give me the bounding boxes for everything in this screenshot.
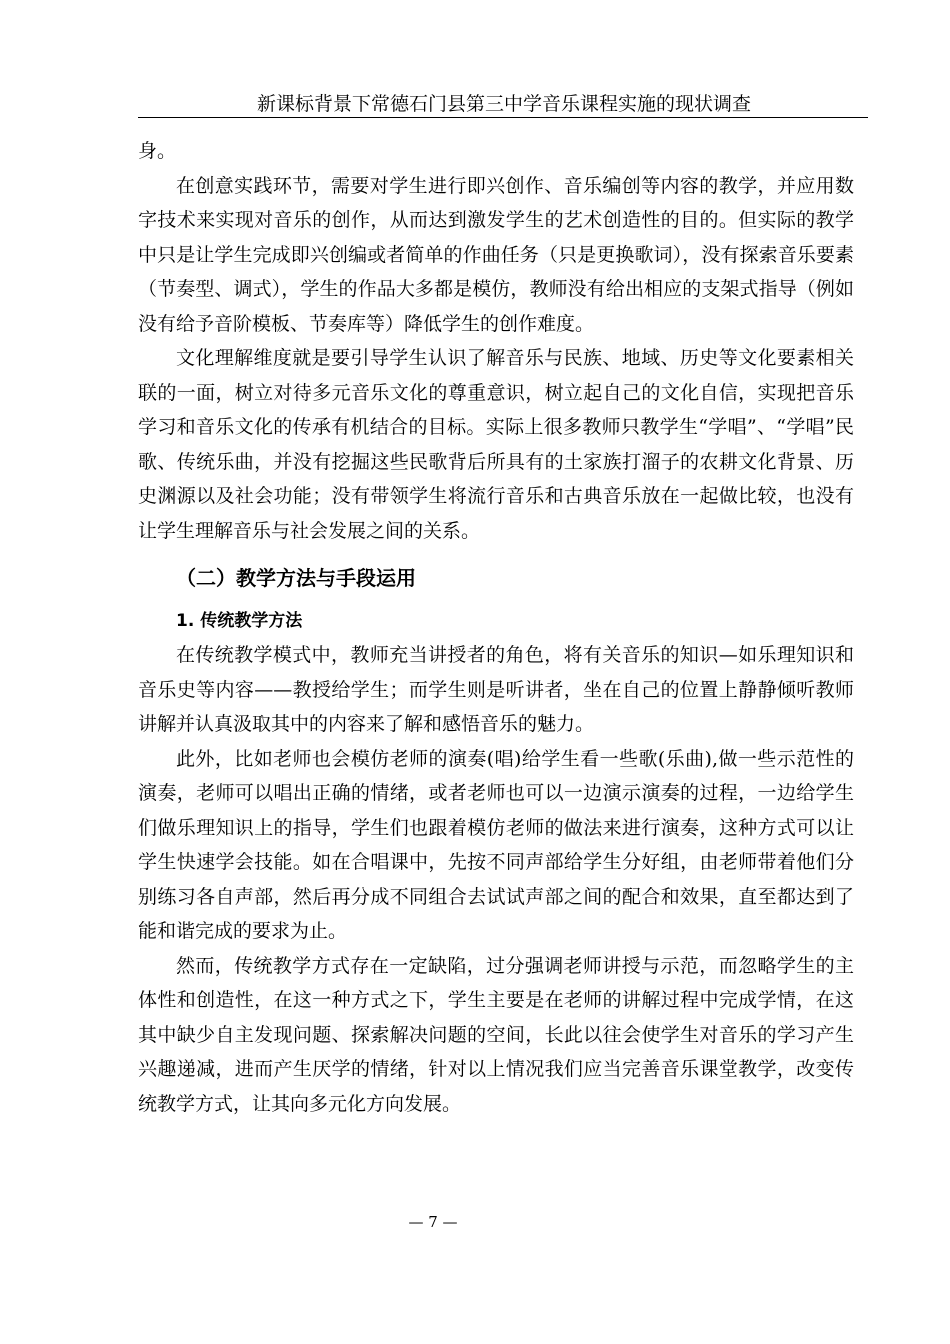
paragraph-cultural-understanding: 文化理解维度就是要引导学生认识了解音乐与民族、地域、历史等文化要素相关联的一面，树立对待多元音乐文化的尊重意识，树立起自己的文化自信，实现把音乐学习和音乐文化的传承有机结合的目标。实际上很多教师只教学生“学唱”、“学唱”民歌、传统乐曲，并没有挖掘这些民歌背后所具有的土家族打溜子的农耕文化背景、历史渊源以及社会功能；没有带领学生将流行音乐和古典音乐放在一起做比较，也没有让学生理解音乐与社会发展之间的关系。 <box>138 347 854 542</box>
sub-heading: 1. 传统教学方法 <box>176 611 303 631</box>
paragraph-continuation: 身。 <box>138 140 177 162</box>
header-rule <box>138 117 868 118</box>
page-body <box>138 134 854 1121</box>
paragraph-creative-practice: 在创意实践环节，需要对学生进行即兴创作、音乐编创等内容的教学，并应用数字技术来实现对音乐的创作，从而达到激发学生的艺术创造性的目的。但实际的教学中只是让学生完成即兴创编或者简单的作曲任务（只是更换歌词），没有探索音乐要素（节奏型、调式），学生的作品大多都是模仿，教师没有给出相应的支架式指导（例如没有给予音阶模板、节奏库等）降低学生的创作难度。 <box>138 174 854 335</box>
paragraph-demonstration: 此外，比如老师也会模仿老师的演奏(唱)给学生看一些歌(乐曲),做一些示范性的演奏，老师可以唱出正确的情绪，或者老师也可以一边演示演奏的过程，一边给学生们做乐理知识上的指导，学生们也跟着模仿老师的做法来进行演奏，这种方式可以让学生快速学会技能。如在合唱课中，先按不同声部给学生分好组，由老师带着他们分别练习各自声部，然后再分成不同组合去试试声部之间的配合和效果，直至都达到了能和谐完成的要求为止。 <box>138 747 854 942</box>
running-header: 新课标背景下常德石门县第三中学音乐课程实施的现状调查 <box>256 93 751 115</box>
paragraph-traditional-mode: 在传统教学模式中，教师充当讲授者的角色，将有关音乐的知识—如乐理知识和音乐史等内容——教授给学生；而学生则是听讲者，坐在自己的位置上静静倾听教师讲解并认真汲取其中的内容来了解和感悟音乐的魅力。 <box>138 644 854 735</box>
paragraph-drawbacks: 然而，传统教学方式存在一定缺陷，过分强调老师讲授与示范，而忽略学生的主体性和创造性，在这一种方式之下，学生主要是在老师的讲解过程中完成学情，在这其中缺少自主发现问题、探索解决问题的空间，长此以往会使学生对音乐的学习产生兴趣递减，进而产生厌学的情绪，针对以上情况我们应当完善音乐课堂教学，改变传统教学方式，让其向多元化方向发展。 <box>138 954 854 1115</box>
page-number: — 7 — <box>408 1213 458 1231</box>
section-heading: （二）教学方法与手段运用 <box>176 566 416 590</box>
